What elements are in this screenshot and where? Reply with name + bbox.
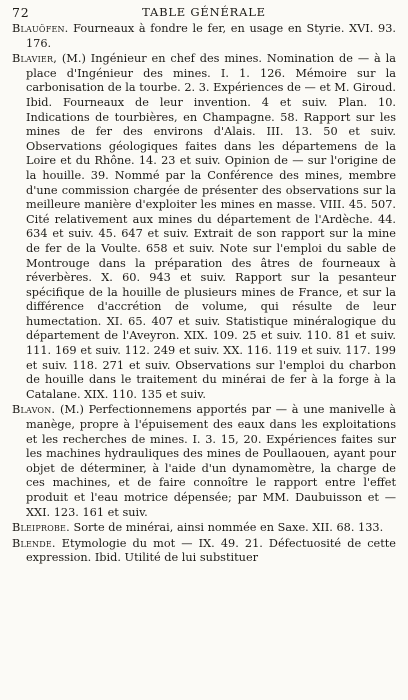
entry-headword: Blavier, [12,52,57,66]
entry-text: Fourneaux à fondre le fer, en usage en Styrie. XVI. 93. 176. [26,22,397,50]
running-title: TABLE GÉNÉRALE [142,5,266,19]
entry-headword: Bleiprobe. [12,521,70,535]
page-number: 72 [12,5,30,20]
entry-headword: Blende. [12,536,56,550]
entry-text: Sorte de minérai, ainsi nommée en Saxe. XII. 68. 133. [73,521,384,535]
index-entry-blavier [12,52,396,402]
running-head [12,4,396,22]
entry-headword: Blavon. [12,403,56,417]
entry-headword: Blauöfen. [12,22,69,35]
index-entry-blauofen [12,22,396,51]
entry-text: (M.) Perfectionnemens apportés par — à une manivelle à manège, propre à l'épuisement des eaux dans les exploitations et les recherches de mines. I. 3. 15, 20. Expériences faites sur les machines hydrauliques des mines de Poullaouen, ayant pour objet de déterminer, à l'aide d'un dynamomètre, la charge de ces machines, et de faire connoître le rapport entre l'effet produit et l'eau motrice dépensée; par MM. Daubuisson et — XXI. 123. 161 et suiv. [26,403,397,519]
entry-text: Etymologie du mot — IX. 49. 21. Défectuosité de cette expression. Ibid. Utilité de lui substituer [26,536,396,565]
index-entry-bleiprobe [12,521,396,536]
entry-text: (M.) Ingénieur en chef des mines. Nomination de — à la place d'Ingénieur des mines. I. 1. 126. Mémoire sur la carbonisation de la tourbe. 2. 3. Expériences de — et M. Giroud. Ibid. Fourneaux de leur invention. 4 et suiv. Plan. 10. Indications de tourbières, en Champagne. 58. Rapport sur les mines de fer des environs d'Alais. III. 13. 50 et suiv. Observations géologiques faites dans les départemens de la Loire et du Rhône. 14. 23 et suiv. Opinion de — sur l'origine de la houille. 39. Nommé par la Conférence des mines, membre d'une commission chargée de présenter des observations sur la meilleure manière d'exploiter les mines en masse. VIII. 45. 507. Cité relativement aux mines du département de l'Ardèche. 44. 634 et suiv. 45. 647 et suiv. Extrait de son rapport sur la mine de fer de la Voulte. 658 et suiv. Note sur l'emploi du sable de Montrouge dans la préparation des âtres de fourneaux à réverbères. X. 60. 943 et suiv. Rapport sur la pesanteur spécifique de la houille de plusieurs mines de France, et sur la différence d'accrétion de volume, qui résulte de leur humectation. XI. 65. 407 et suiv. Statistique minéralogique du département de l'Aveyron. XIX. 109. 25 et suiv. 110. 81 et suiv. 111. 169 et suiv. 112. 249 et suiv. XX. 116. 119 et suiv. 117. 199 et suiv. 118. 271 et suiv. Observations sur l'emploi du charbon de houille dans le traitement du minérai de fer à la forge à la Catalane. XIX. 110. 135 et suiv. [26,52,397,401]
index-entry-blavon [12,403,396,520]
index-entry-blende [12,537,396,566]
